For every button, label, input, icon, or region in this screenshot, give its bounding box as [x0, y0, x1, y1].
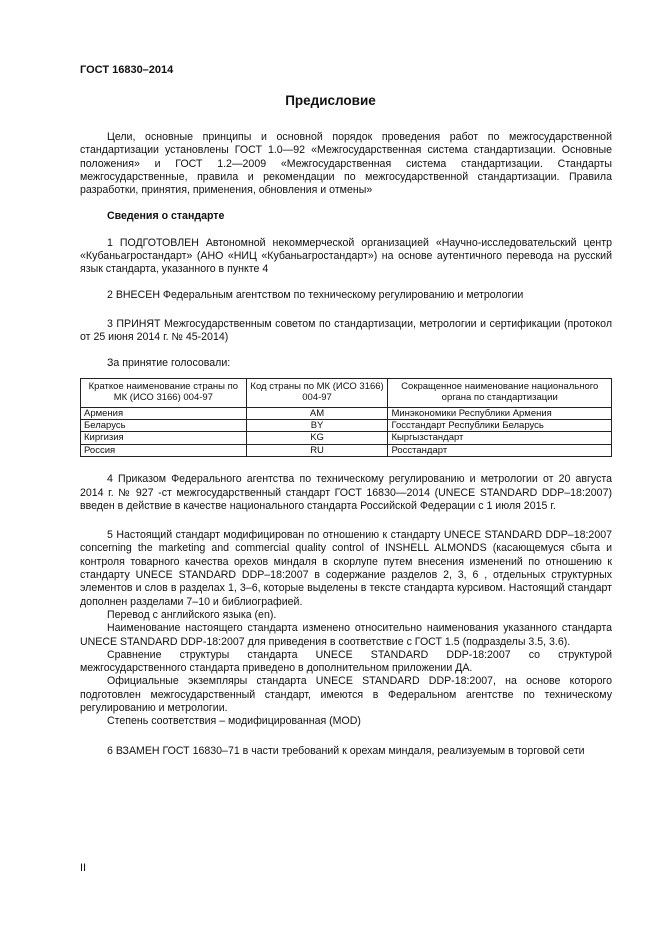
table-cell-body: Госстандарт Республики Беларусь [388, 420, 612, 432]
table-cell-code: AM [246, 407, 388, 419]
table-cell-code: KG [246, 432, 388, 444]
item-5-modification: 5 Настоящий стандарт модифицирован по отношению к стандарту UNECE STANDARD DDP–18:2007 concerning the marketing and commercial quality control of INSHELL ALMONDS (касающемуся сбыта и контроля товарного качества орехов миндаля в скорлупе путем внесения изменений по отношению к стандарту UNECE STANDARD DDP–18:2007 в содержание разделов 2, 3, 6 , отдельных структурных элементов и слов в разделах 1, 3–6, которые выделены в тексте стандарта курсивом. Настоящий стандарт дополнен разделами 7–10 и библиографией. [80, 529, 612, 608]
table-cell-body: Кыргызстандарт [388, 432, 612, 444]
page-title: Предисловие [285, 93, 376, 108]
vote-label: За принятие голосовали: [107, 356, 231, 369]
table-cell-code: RU [246, 444, 388, 456]
table-row [81, 420, 612, 432]
intro-paragraph: Цели, основные принципы и основной порядок проведения работ по межгосударственной стандартизации установлены ГОСТ 1.0—92 «Межгосударственная система стандартизации. Основные положения» и ГОСТ 1.2—2009 «Межгосударственная система стандартизации. Стандарты межгосударственные, правила и рекомендации по межгосударственной стандартизации. Правила разработки, принятия, применения, обновления и отмены» [80, 131, 612, 197]
table-header-code: Код страны по МК (ИСО 3166) 004-97 [246, 378, 388, 407]
table-cell-country: Киргизия [81, 432, 247, 444]
table-cell-body: Росстандарт [388, 444, 612, 456]
item-5-conformity-degree: Степень соответствия – модифицированная (MOD) [107, 715, 361, 728]
item-5-name-change: Наименование настоящего стандарта изменено относительно наименования указанного стандарта UNECE STANDARD DDP-18:2007 для приведения в соответствие с ГОСТ 1.5 (подразделы 3.5, 3.6). [80, 622, 612, 648]
table-row [81, 444, 612, 456]
item-5-structure-comparison: Сравнение структуры стандарта UNECE STANDARD DDP-18:2007 со структурой межгосударственного стандарта приведено в дополнительном приложении ДА. [80, 648, 612, 675]
table-header-row [81, 378, 612, 407]
item-5-translation: Перевод с английского языка (en). [107, 608, 277, 621]
item-1-prepared: 1 ПОДГОТОВЛЕН Автономной некоммерческой организацией «Научно-исследовательский центр «Кубаньагростандарт» (АНО «НИЦ «Кубаньагростандарт») на основе аутентичного перевода на русский язык стандарта, указанного в пункте 4 [80, 236, 612, 276]
item-5-official-copies: Официальные экземпляры стандарта UNECE STANDARD DDP-18:2007, на основе которого подготовлен межгосударственный стандарт, имеются в Федеральном агентстве по техническому регулированию и метрологии. [80, 675, 612, 715]
page-number: II [80, 862, 87, 874]
table-row [81, 432, 612, 444]
document-body [80, 131, 612, 758]
item-4-order: 4 Приказом Федерального агентства по техническому регулированию и метрологии от 20 августа 2014 г. № 927 -ст межгосударственный стандарт ГОСТ 16830—2014 (UNECE STANDARD DDP–18:2007) введен в действие в качестве национального стандарта Российской Федерации с 1 июля 2015 г. [80, 473, 612, 512]
table-cell-code: BY [246, 420, 388, 432]
item-2-submitted: 2 ВНЕСЕН Федеральным агентством по техническому регулированию и метрологии [107, 288, 524, 301]
table-header-country: Краткое наименование страны по МК (ИСО 3166) 004-97 [81, 378, 247, 407]
document-code: ГОСТ 16830–2014 [80, 64, 174, 76]
table-cell-body: Минэкономики Республики Армения [388, 407, 612, 419]
table-row [81, 407, 612, 419]
table-cell-country: Армения [81, 407, 247, 419]
table-cell-country: Беларусь [81, 420, 247, 432]
table-header-body: Сокращенное наименование национального органа по стандартизации [388, 378, 612, 407]
item-6-replaces: 6 ВЗАМЕН ГОСТ 16830–71 в части требований к орехам миндаля, реализуемым в торговой сети [107, 744, 585, 757]
section-heading: Сведения о стандарте [107, 210, 225, 223]
item-3-adopted: 3 ПРИНЯТ Межгосударственным советом по стандартизации, метрологии и сертификации (протокол от 25 июня 2014 г. № 45-2014) [80, 317, 612, 344]
table-cell-country: Россия [81, 444, 247, 456]
vote-table [80, 378, 612, 457]
